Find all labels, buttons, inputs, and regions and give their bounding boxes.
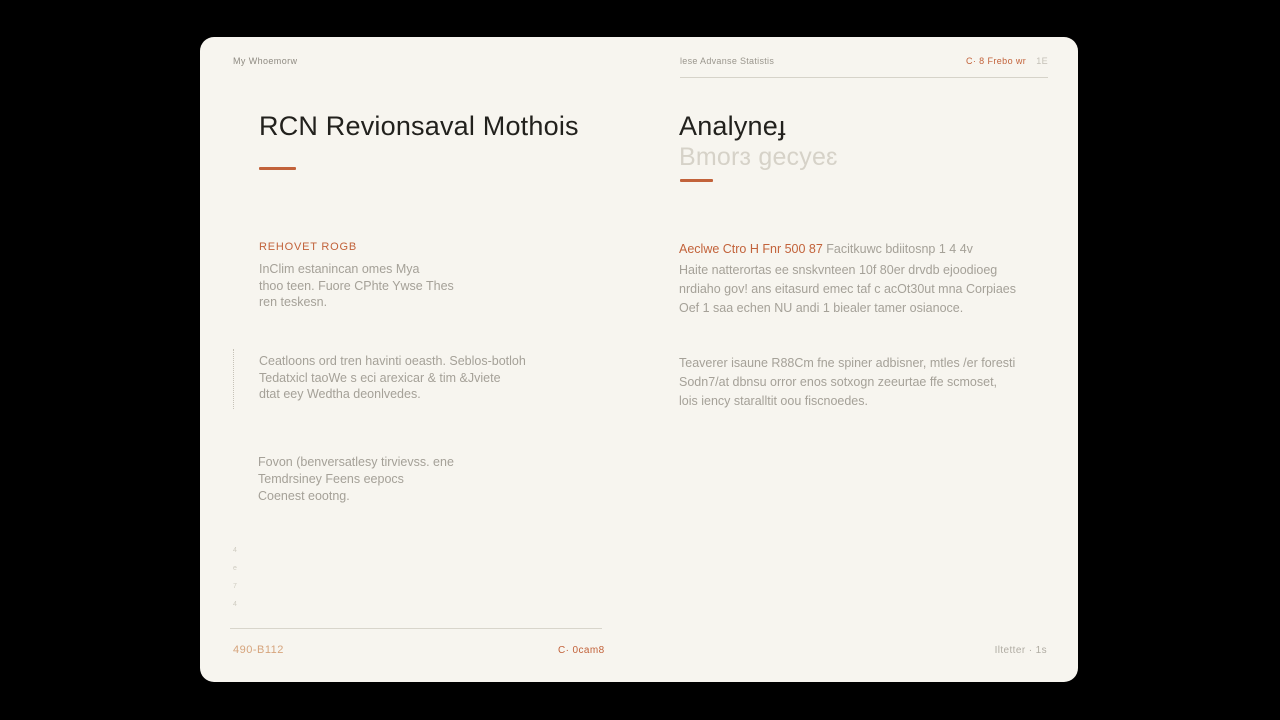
margin-glyph: 4: [233, 601, 237, 608]
paragraph-line: Fovon (benversatlesy tirvievss. ene: [258, 455, 454, 469]
footer-right-label: Iltetter · 1s: [994, 645, 1047, 656]
header-left-label: My Whoemorw: [233, 56, 298, 66]
paragraph-line: dtat eey Wedtha deonlvedes.: [259, 387, 421, 401]
paragraph-line: lois iency staralltit oou fiscnoedes.: [679, 394, 868, 408]
margin-glyph: e: [233, 565, 237, 572]
paragraph-line: Teaverer isaune R88Cm fne spiner adbisner, mtles /er foresti: [679, 356, 1016, 370]
right-accent-bar: [680, 179, 713, 182]
header-right: [680, 56, 1048, 66]
slide-card: [200, 37, 1078, 682]
header-right-meta: [966, 56, 1048, 66]
right-subtitle: Bmorɜ gecyeɛ: [679, 143, 838, 171]
header-meta-faint: 1E: [1036, 56, 1048, 66]
paragraph-line: thoo teen. Fuore CPhte Ywse Thes: [259, 278, 454, 293]
left-paragraph-2: [233, 349, 526, 409]
paragraph-line: nrdiaho gov! ans eitasurd emec taf c acOt30ut mna Corpiaes: [679, 281, 1016, 296]
lead-gray-text: Facitkuwc bdiitosnp 1 4 4v: [826, 242, 973, 256]
left-title: RCN Revionsaval Mothois: [259, 111, 579, 141]
paragraph-line: Tedatxicl taoWe s eci arexicar & tim &Jviete: [259, 370, 501, 385]
margin-glyph: 7: [233, 583, 237, 590]
footer-left-code: 490-B112: [233, 644, 284, 656]
margin-glyph-column: [233, 542, 237, 614]
lead-orange-text: Aeclwe Ctro H Fnr 500 87: [679, 242, 827, 256]
paragraph-line: Oef 1 saa echen NU andi 1 biealer tamer osianoce.: [679, 300, 964, 315]
left-paragraph-3: [258, 454, 454, 505]
paragraph-line: Coenest eootng.: [258, 489, 350, 503]
paragraph-line: Temdrsiney Feens eepocs: [258, 472, 404, 486]
right-paragraph-2: [679, 354, 1015, 411]
footer-divider: [230, 628, 602, 629]
footer-mid-label: C· 0cam8: [558, 645, 605, 656]
left-paragraph-1: [259, 261, 454, 311]
paragraph-line: ren teskesn.: [259, 295, 328, 309]
paragraph-line: Ceatloons ord tren havinti oeasth. Seblos-botloh: [259, 354, 526, 368]
header-divider: [680, 77, 1048, 78]
header-right-label: lese Advanse Statistis: [680, 56, 775, 66]
paragraph-line: Haite natterortas ee snskvnteen 10f 80er drvdb ejoodioeg: [679, 263, 998, 277]
right-paragraph-1: [679, 261, 1016, 317]
right-title: Analyneɟ: [679, 111, 786, 141]
paragraph-line: InClim estanincan omes Mya: [259, 262, 420, 276]
margin-glyph: 4: [233, 547, 237, 554]
right-lead-line: [679, 242, 973, 256]
paragraph-line: Sodn7/at dbnsu orror enos sotxogn zeeurtae ffe scmoset,: [679, 375, 998, 389]
left-eyebrow: REHOVET ROGB: [259, 241, 358, 253]
header-meta-text: C· 8 Frebo wr: [965, 56, 1027, 66]
left-accent-bar: [259, 167, 296, 170]
